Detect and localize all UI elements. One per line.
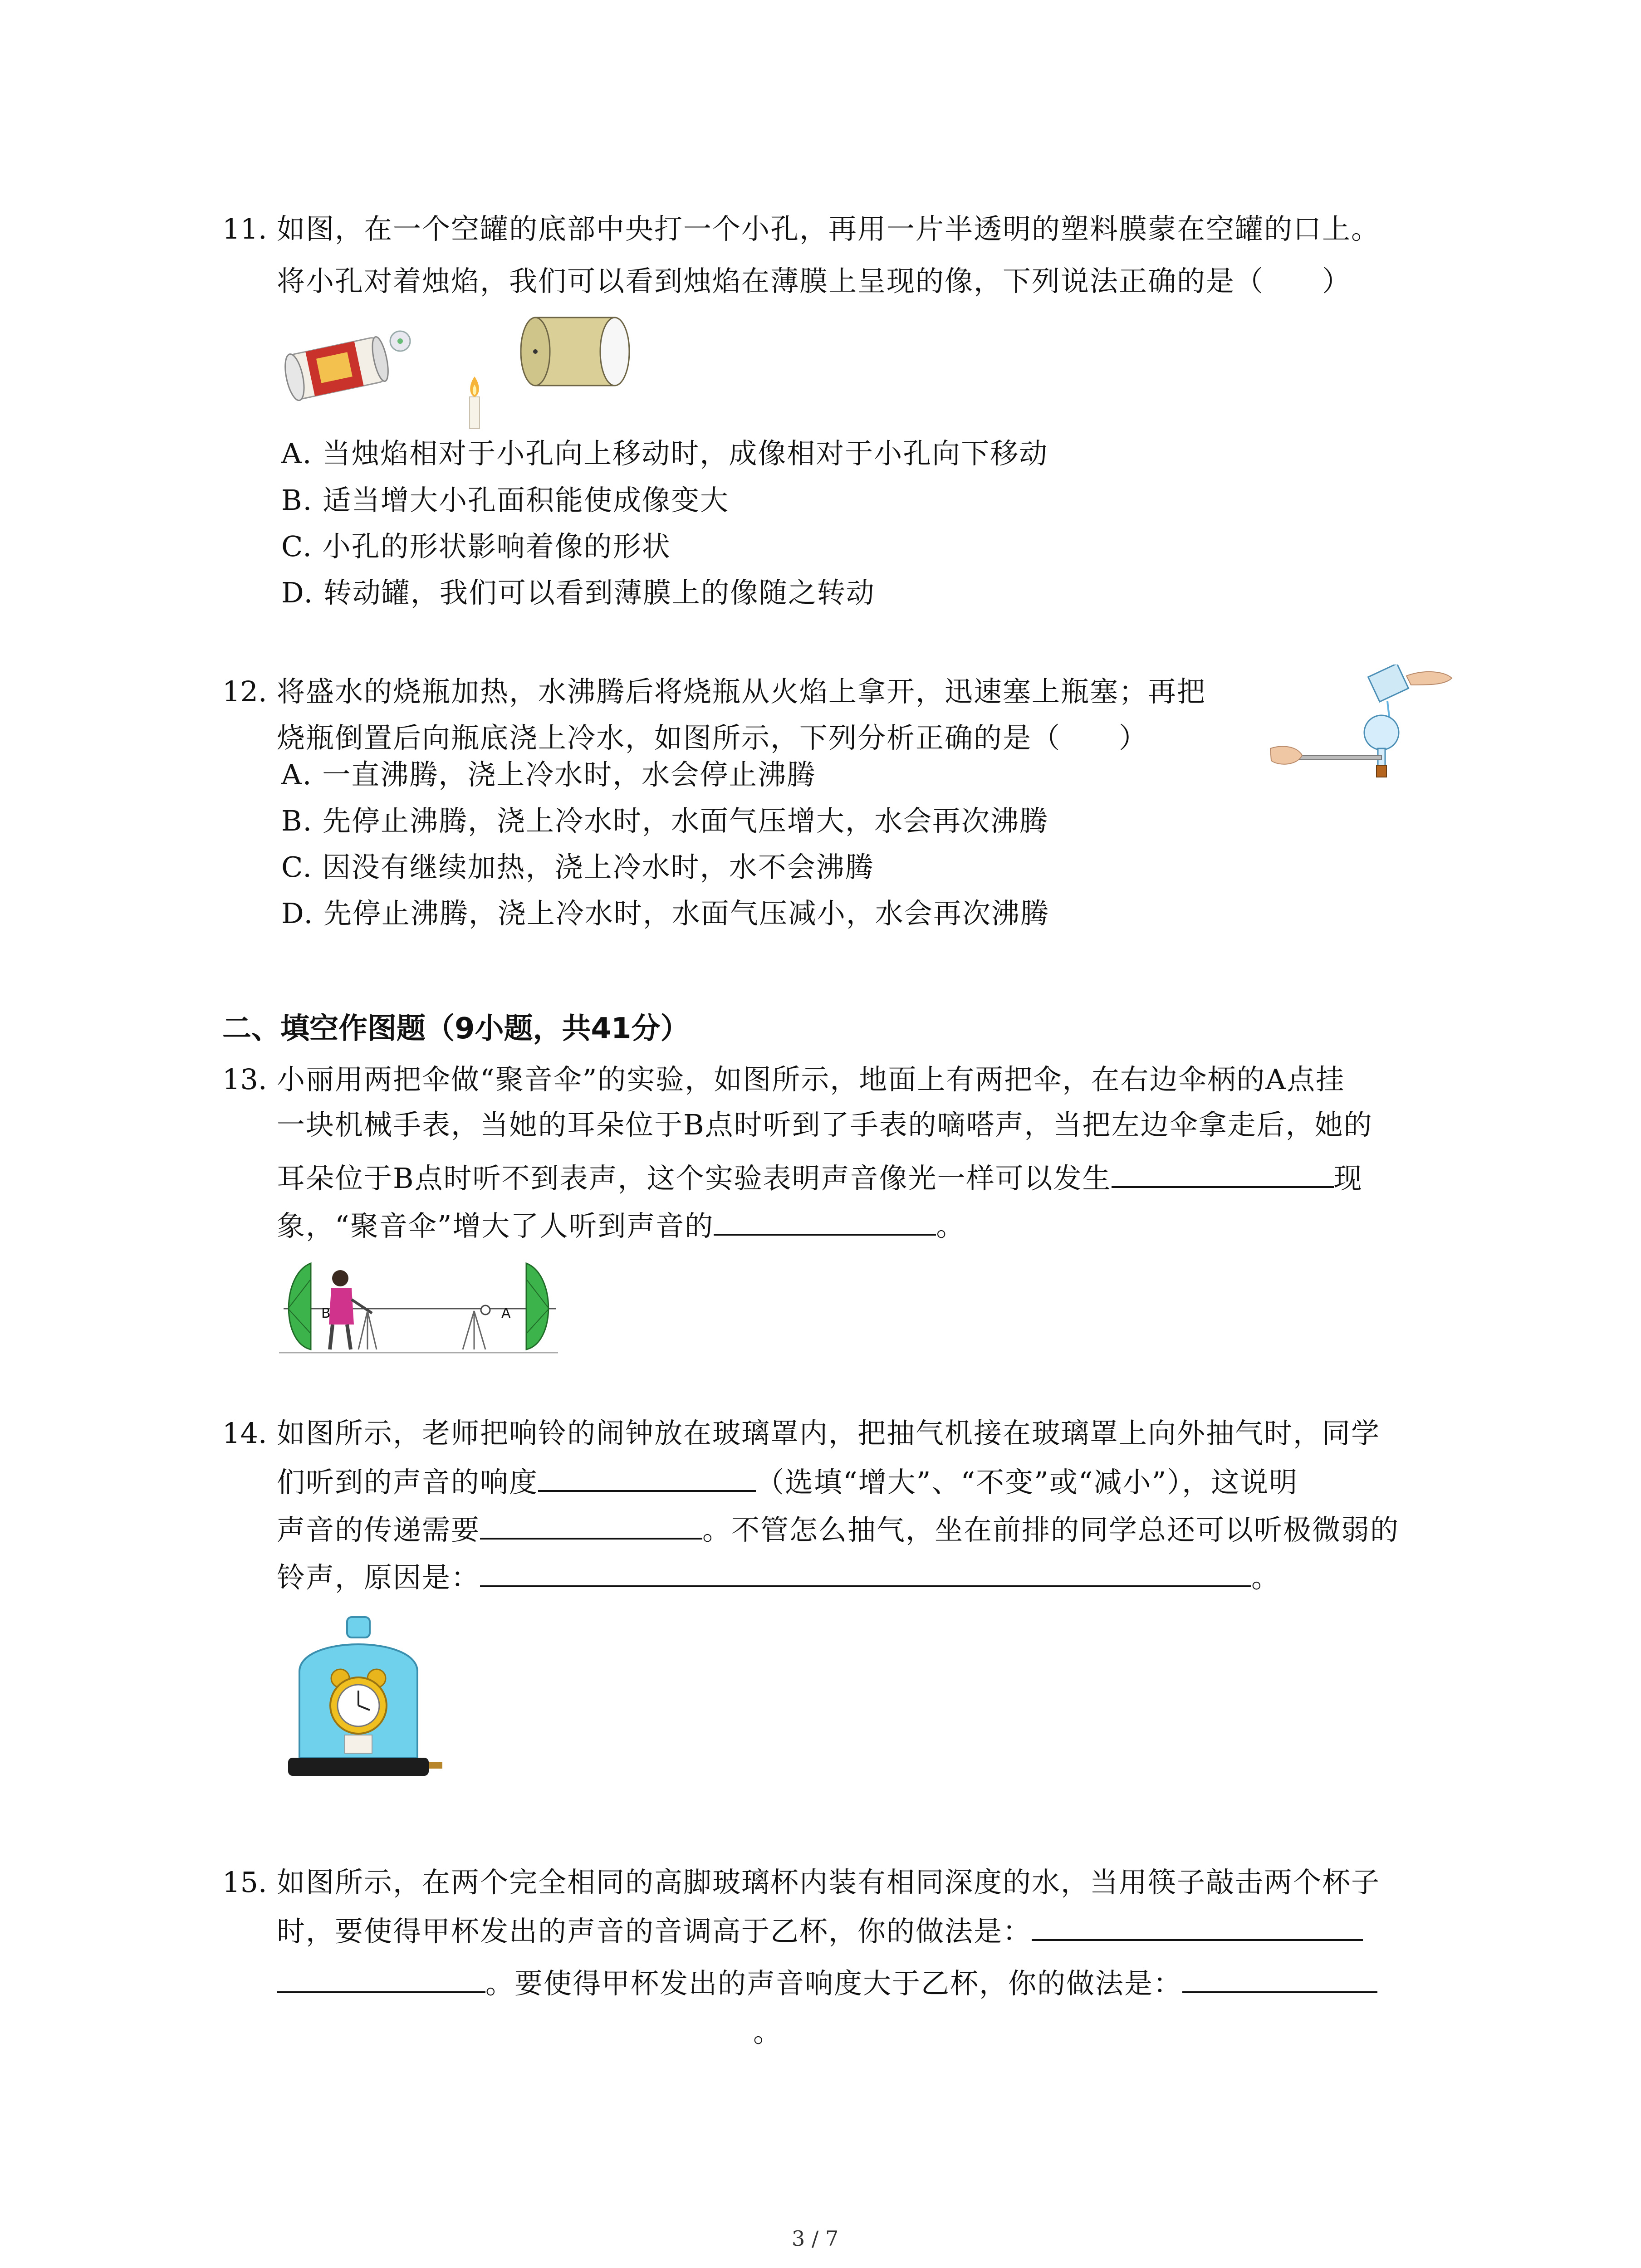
section-heading: 二、填空作图题（9小题，共41分） — [222, 1012, 690, 1046]
q14-number: 14. — [222, 1417, 267, 1450]
q14-stem-line1: 如图所示，老师把响铃的闹钟放在玻璃罩内，把抽气机接在玻璃罩上向外抽气时，同学 — [277, 1417, 1381, 1450]
q13-blank-1[interactable] — [1112, 1159, 1334, 1188]
q14-blank-1[interactable] — [538, 1463, 756, 1492]
q15-stem-line4: 。 — [753, 2015, 783, 2048]
q12-option-d: D. 先停止沸腾，浇上冷水时，水面气压减小，水会再次沸腾 — [281, 897, 1049, 930]
q11-stem-line1: 如图，在一个空罐的底部中央打一个小孔，再用一片半透明的塑料膜蒙在空罐的口上。 — [277, 212, 1381, 245]
q15-stem-line3: 。要使得甲杯发出的声音响度大于乙杯，你的做法是： — [277, 1964, 1377, 2002]
label-a: A — [501, 1305, 511, 1321]
page-number: 3 / 7 — [792, 2226, 839, 2251]
q15-number: 15. — [222, 1866, 267, 1899]
q11-option-a: A. 当烛焰相对于小孔向上移动时，成像相对于小孔向下移动 — [281, 437, 1048, 470]
q15-blank-1-cont[interactable] — [277, 1964, 485, 1993]
pinhole-camera-figure — [281, 304, 644, 435]
q11-option-c: C. 小孔的形状影响着像的形状 — [281, 530, 671, 563]
beaker-image — [1368, 665, 1409, 702]
q12-option-b: B. 先停止沸腾，浇上冷水时，水面气压增大，水会再次沸腾 — [281, 804, 1048, 837]
q13-stem-line2: 一块机械手表，当她的耳朵位于B点时听到了手表的嘀嗒声，当把左边伞拿走后，她的 — [277, 1108, 1373, 1141]
flask-bulb — [1364, 715, 1399, 750]
q11-option-d: D. 转动罐，我们可以看到薄膜上的像随之转动 — [281, 576, 875, 609]
q12-stem-line1: 将盛水的烧瓶加热，水沸腾后将烧瓶从火焰上拿开，迅速塞上瓶塞；再把 — [277, 675, 1206, 708]
q12-option-c: C. 因没有继续加热，浇上冷水时，水不会沸腾 — [281, 850, 874, 884]
q11-option-b: B. 适当增大小孔面积能使成像变大 — [281, 484, 729, 517]
jar-base — [288, 1758, 429, 1776]
q14-blank-3[interactable] — [480, 1558, 1251, 1587]
q14-blank-2[interactable] — [480, 1510, 702, 1540]
q15-stem-line1: 如图所示，在两个完全相同的高脚玻璃杯内装有相同深度的水，当用筷子敲击两个杯子 — [277, 1866, 1381, 1899]
flask-figure — [1266, 665, 1456, 782]
q14-stem-line2: 们听到的声音的响度 （选填“增大”、“不变”或“减小”），这说明 — [277, 1463, 1298, 1501]
girl-image — [329, 1270, 372, 1349]
q14-stem-line3: 声音的传递需要 。不管怎么抽气，坐在前排的同学总还可以听极微弱的 — [277, 1510, 1399, 1548]
q15-blank-1[interactable] — [1032, 1912, 1363, 1941]
cylinder-image — [521, 318, 629, 386]
q13-stem-line1: 小丽用两把伞做“聚音伞”的实验，如图所示，地面上有两把伞，在右边伞柄的A点挂 — [277, 1063, 1345, 1096]
q12-number: 12. — [222, 675, 267, 708]
q13-number: 13. — [222, 1063, 267, 1096]
q13-stem-line4: 象，“聚音伞”增大了人听到声音的 。 — [277, 1207, 965, 1244]
hand-image — [1406, 672, 1452, 685]
q12-stem-line2: 烧瓶倒置后向瓶底浇上冷水，如图所示，下列分析正确的是（ ） — [277, 721, 1148, 754]
right-umbrella — [526, 1263, 549, 1349]
q15-stem-line2: 时，要使得甲杯发出的声音的音调高于乙杯，你的做法是： — [277, 1912, 1363, 1950]
bell-jar-figure — [281, 1608, 445, 1799]
left-umbrella — [289, 1263, 311, 1349]
q11-stem-line2: 将小孔对着烛焰，我们可以看到烛焰在薄膜上呈现的像，下列说法正确的是（ ） — [277, 264, 1352, 298]
can-image — [282, 335, 392, 402]
q14-stem-line4: 铃声，原因是： 。 — [277, 1558, 1280, 1596]
candle-image — [470, 376, 480, 429]
q13-stem-line3: 耳朵位于B点时听不到表声，这个实验表明声音像光一样可以发生 现 — [277, 1159, 1363, 1197]
q13-blank-2[interactable] — [714, 1207, 936, 1236]
umbrella-figure — [279, 1256, 560, 1356]
q15-blank-2[interactable] — [1182, 1964, 1377, 1993]
q12-option-a: A. 一直沸腾，浇上冷水时，水会停止沸腾 — [281, 758, 816, 791]
label-b: B — [321, 1305, 331, 1321]
q11-number: 11. — [222, 212, 267, 245]
